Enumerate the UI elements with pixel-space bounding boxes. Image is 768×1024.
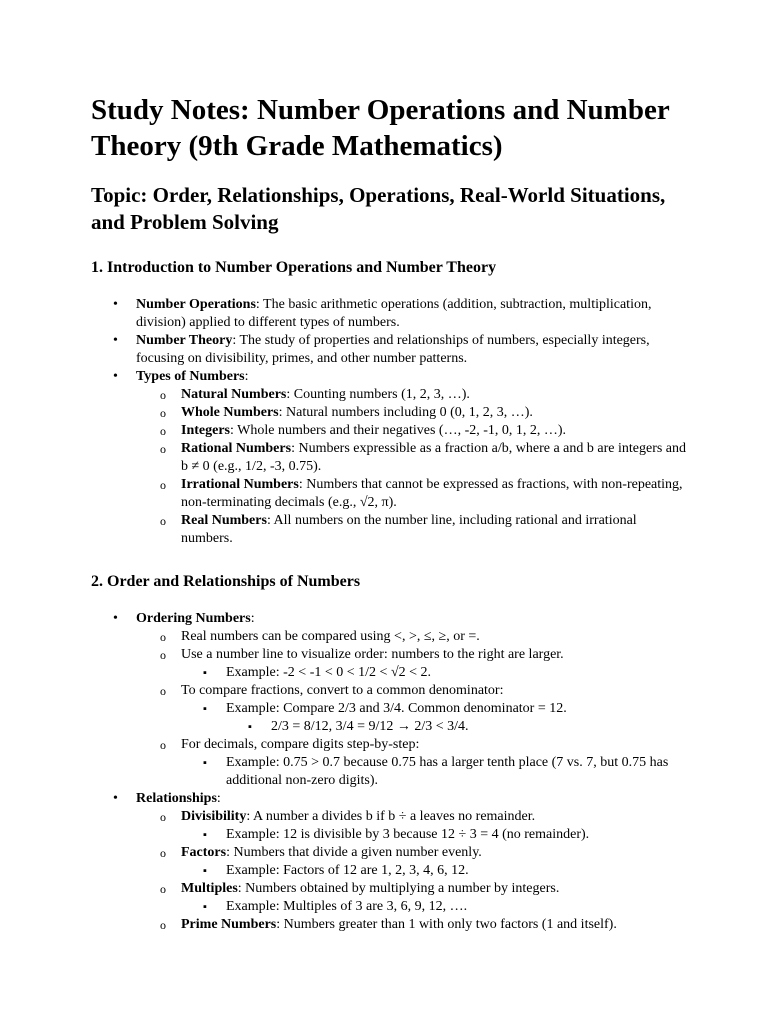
sub-list: [181, 826, 688, 844]
sub-list: [181, 664, 688, 682]
term-divisibility: Divisibility: [181, 809, 247, 824]
type-text: : All numbers on the number line, including rational and irrational numbers.: [181, 513, 637, 546]
type-term: Rational Numbers: [181, 441, 292, 456]
list-item: [136, 682, 688, 736]
list-item: [136, 440, 688, 476]
sub-list: [181, 754, 688, 790]
definition-text: : A number a divides b if b ÷ a leaves no remainder.: [246, 809, 536, 824]
term-prime-numbers: Prime Numbers: [181, 917, 277, 932]
fractions-text: To compare fractions, convert to a common denominator:: [181, 683, 504, 698]
colon: :: [250, 611, 255, 626]
type-term: Irrational Numbers: [181, 477, 299, 492]
list-item: [136, 646, 688, 682]
term-number-operations: Number Operations: [136, 297, 256, 312]
sub-list: [181, 898, 688, 916]
definition-text: : Numbers obtained by multiplying a number by integers.: [237, 881, 560, 896]
list-item: [136, 512, 688, 548]
list-item: [91, 332, 688, 368]
term-ordering-numbers: Ordering Numbers: [136, 611, 251, 626]
list-item: [136, 386, 688, 404]
definition-text: : The study of properties and relationships of numbers, especially integers, focusing on divisibility, primes, and other number patterns.: [136, 333, 650, 366]
term-relationships: Relationships: [136, 791, 217, 806]
example-item: [181, 700, 688, 736]
term-factors: Factors: [181, 845, 227, 860]
example-item: ▪ Example: Multiples of 3 are 3, 6, 9, 12, ….: [181, 898, 688, 916]
list-item: [136, 916, 688, 934]
list-item: [91, 368, 688, 548]
section-2-heading: 2. Order and Relationships of Numbers: [91, 573, 361, 590]
colon: :: [216, 791, 221, 806]
list-item: [91, 790, 688, 934]
numberline-text: Use a number line to visualize order: numbers to the right are larger.: [181, 647, 564, 662]
section-1-list: [91, 296, 688, 548]
list-item: [136, 476, 688, 512]
example-item: ▪ Example: 0.75 > 0.7 because 0.75 has a larger tenth place (7 vs. 7, but 0.75 has additional non-zero digits).: [181, 754, 688, 790]
decimals-text: For decimals, compare digits step-by-step:: [181, 737, 420, 752]
list-item: [136, 628, 688, 646]
list-item: [136, 422, 688, 440]
fractions-example: Example: Compare 2/3 and 3/4. Common denominator = 12.: [226, 701, 567, 716]
list-item: [136, 404, 688, 422]
definition-text: : Numbers that divide a given number evenly.: [226, 845, 482, 860]
sub-list: [181, 700, 688, 736]
type-text: : Natural numbers including 0 (0, 1, 2, 3, …).: [278, 405, 533, 420]
example-item: ▪ Example: 12 is divisible by 3 because 12 ÷ 3 = 4 (no remainder).: [181, 826, 688, 844]
section-2-list: [91, 610, 688, 934]
type-text: : Whole numbers and their negatives (…, -2, -1, 0, 1, 2, …).: [230, 423, 567, 438]
type-term: Real Numbers: [181, 513, 267, 528]
types-list: [136, 386, 688, 548]
list-item: [136, 808, 688, 844]
type-term: Natural Numbers: [181, 387, 287, 402]
list-item: [136, 736, 688, 790]
list-item: [136, 880, 688, 916]
list-item: [91, 610, 688, 790]
term-types-of-numbers: Types of Numbers: [136, 369, 245, 384]
type-text: : Numbers that cannot be expressed as fractions, with non-repeating, non-terminating decimals (e.g., √2, π).: [181, 477, 683, 510]
relationships-list: [136, 808, 688, 934]
sub-sub-list: [226, 718, 688, 736]
list-item: [136, 844, 688, 880]
colon: :: [244, 369, 249, 384]
sub-list: [181, 862, 688, 880]
example-item: ▪ Example: -2 < -1 < 0 < 1/2 < √2 < 2.: [181, 664, 688, 682]
term-multiples: Multiples: [181, 881, 238, 896]
section-1-heading: 1. Introduction to Number Operations and Number Theory: [91, 259, 497, 276]
compare-text: Real numbers can be compared using <, >, ≤, ≥, or =.: [181, 629, 480, 644]
topic-heading: Topic: Order, Relationships, Operations, Real-World Situations, and Problem Solving: [91, 183, 666, 234]
list-item: [91, 296, 688, 332]
term-number-theory: Number Theory: [136, 333, 233, 348]
ordering-list: [136, 628, 688, 790]
type-text: : Counting numbers (1, 2, 3, …).: [286, 387, 470, 402]
type-term: Whole Numbers: [181, 405, 279, 420]
result-item: ▪ 2/3 = 8/12, 3/4 = 9/12 → 2/3 < 3/4.: [226, 718, 688, 736]
definition-text: : Numbers greater than 1 with only two factors (1 and itself).: [276, 917, 617, 932]
document-title: Study Notes: Number Operations and Number Theory (9th Grade Mathematics): [91, 94, 670, 162]
type-text: : Numbers expressible as a fraction a/b, where a and b are integers and b ≠ 0 (e.g., 1/2, -3, 0.75).: [181, 441, 687, 474]
definition-text: : The basic arithmetic operations (addition, subtraction, multiplication, division) applied to different types of numbers.: [136, 297, 652, 330]
example-item: ▪ Example: Factors of 12 are 1, 2, 3, 4, 6, 12.: [181, 862, 688, 880]
type-term: Integers: [181, 423, 230, 438]
